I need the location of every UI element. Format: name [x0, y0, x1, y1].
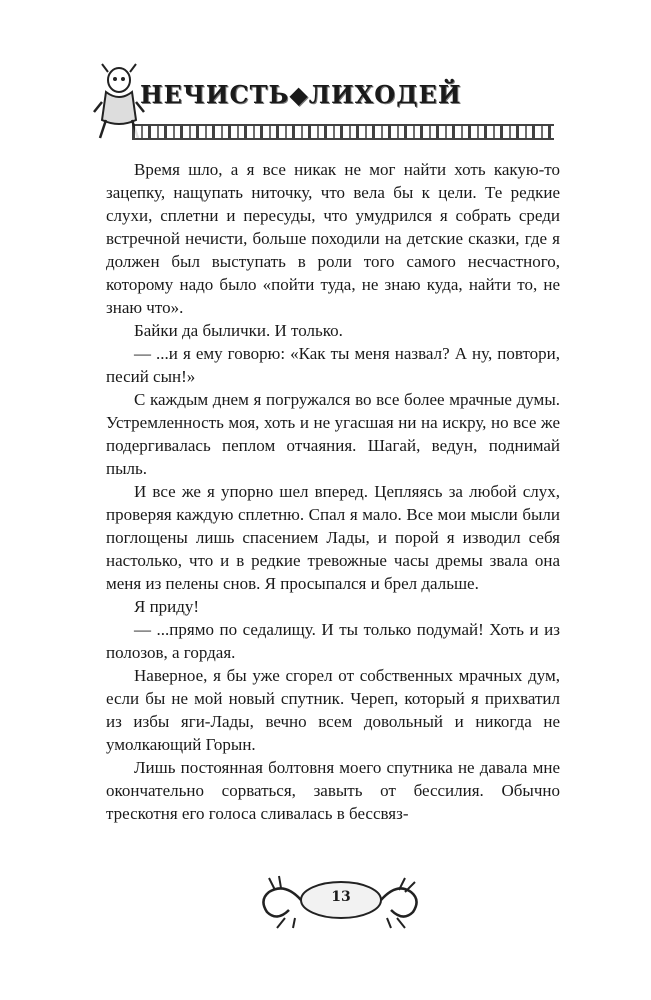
header-ornament [132, 124, 554, 140]
header-title: НЕЧИСТЬ◆ЛИХОДЕЙ [140, 80, 462, 109]
paragraph: Наверное, я бы уже сгорел от собственных мрачных дум, если бы не мой новый спутник. Череп, который я прихватил из избы яги-Лады, вечно всем довольный и никогда не умолкающий Горын. [106, 666, 560, 754]
paragraph: Время шло, а я все никак не мог найти хоть какую-то зацепку, нащупать ниточку, что вела бы к цели. Те редкие слухи, сплетни и пересуды, что умудрился я собрать среди встречной нечисти, больше походили на детские сказки, где я должен был выступать в роли того самого несчастного, которому надо было «пойти туда, не знаю куда, найти то, не знаю что». [106, 160, 560, 317]
paragraph: Я приду! [134, 597, 200, 616]
paragraph: С каждым днем я погружался во все более мрачные думы. Устремленность моя, хоть и не угасшая ни на искру, но все же подергивалась пеплом отчаяния. Шагай, ведун, поднимай пыль. [106, 390, 560, 478]
page-number: 13 [331, 889, 351, 905]
page-footer [255, 872, 425, 930]
paragraph: Байки да былички. И только. [134, 321, 343, 340]
running-header [92, 62, 562, 142]
paragraph: И все же я упорно шел вперед. Цепляясь за любой слух, проверяя каждую сплетню. Спал я мало. Все мои мысли были поглощены лишь спасением Лады, и порой я изводил себя настолько, что и в редкие тревожные часы дремы звала она меня из пелены снов. Я просыпался и брел дальше. [106, 482, 560, 593]
paragraph: — ...прямо по седалищу. И ты только подумай! Хоть и из полозов, а гордая. [106, 620, 560, 662]
paragraph: Лишь постоянная болтовня моего спутника не давала мне окончательно сорваться, завыть от бессилия. Обычно трескотня его голоса сливалась в бессвяз- [106, 758, 560, 823]
body-text [106, 158, 560, 825]
paragraph: — ...и я ему говорю: «Как ты меня назвал? А ну, повтори, песий сын!» [106, 344, 560, 386]
